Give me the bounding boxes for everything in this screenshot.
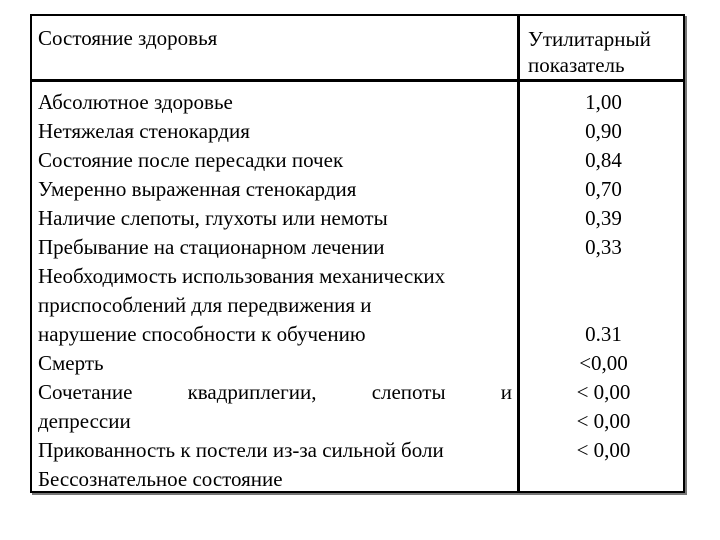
health-state-row: Необходимость использования механических bbox=[38, 264, 446, 288]
header-health-state: Состояние здоровья bbox=[38, 26, 218, 50]
health-state-column bbox=[38, 88, 512, 494]
health-state-row-cont: депрессии bbox=[38, 409, 131, 433]
health-state-row bbox=[38, 378, 512, 407]
health-state-row: Пребывание на стационарном лечении bbox=[38, 235, 385, 259]
health-utility-table bbox=[30, 14, 685, 493]
header-utility-line2: показатель bbox=[528, 53, 625, 77]
health-state-row: Прикованность к постели из-за сильной боли bbox=[38, 438, 444, 462]
utility-value: 0,33 bbox=[585, 235, 622, 259]
utility-value: <0,00 bbox=[579, 351, 628, 375]
utility-value-column bbox=[520, 88, 687, 465]
health-state-row: Нетяжелая стенокардия bbox=[38, 119, 250, 143]
utility-value: < 0,00 bbox=[576, 409, 631, 433]
utility-value: 0,84 bbox=[585, 148, 622, 172]
health-state-row: Умеренно выраженная стенокардия bbox=[38, 177, 357, 201]
health-state-row-cont: нарушение способности к обучению bbox=[38, 322, 366, 346]
utility-value: 0,90 bbox=[585, 119, 622, 143]
utility-value: 1,00 bbox=[585, 90, 622, 114]
utility-value: < 0,00 bbox=[576, 380, 631, 404]
utility-value: 0,70 bbox=[585, 177, 622, 201]
header-utility-index bbox=[528, 26, 678, 78]
justified-word: квадриплегии, bbox=[187, 380, 317, 404]
utility-value: < 0,00 bbox=[576, 438, 631, 462]
header-divider bbox=[32, 79, 683, 82]
utility-value-empty bbox=[520, 262, 687, 291]
health-state-row: Наличие слепоты, глухоты или немоты bbox=[38, 206, 388, 230]
utility-value: 0.31 bbox=[585, 322, 622, 346]
justified-word: и bbox=[500, 380, 512, 404]
justified-word: слепоты bbox=[371, 380, 446, 404]
justified-word: Сочетание bbox=[38, 380, 133, 404]
utility-value-empty bbox=[520, 291, 687, 320]
health-state-row: Абсолютное здоровье bbox=[38, 90, 233, 114]
health-state-row: Смерть bbox=[38, 351, 104, 375]
health-state-row: Бессознательное состояние bbox=[38, 467, 283, 491]
health-state-row: Состояние после пересадки почек bbox=[38, 148, 344, 172]
header-utility-line1: Утилитарный bbox=[528, 27, 651, 51]
health-state-row-cont: приспособлений для передвижения и bbox=[38, 293, 372, 317]
utility-value: 0,39 bbox=[585, 206, 622, 230]
